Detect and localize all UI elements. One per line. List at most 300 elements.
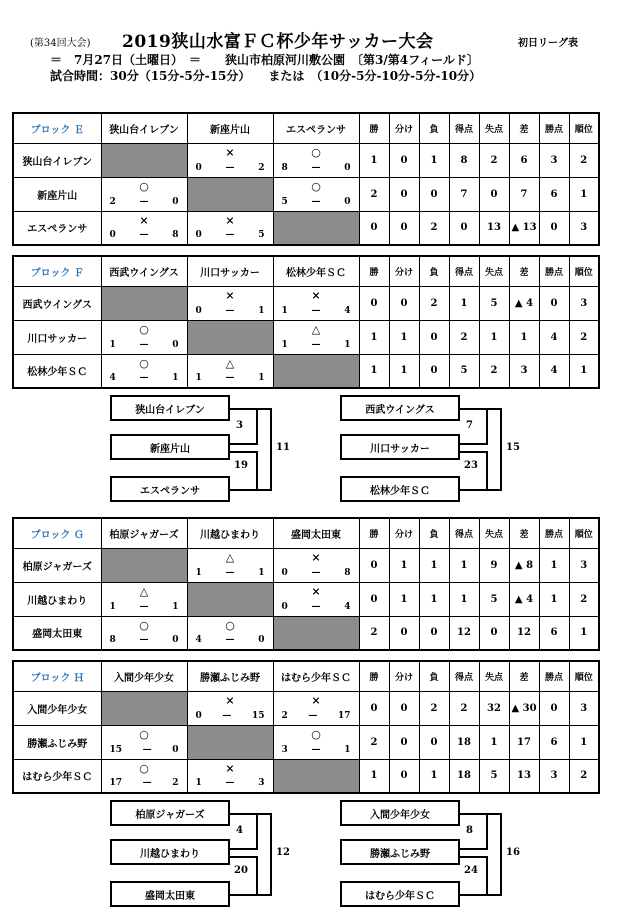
score-against: 0	[258, 635, 265, 645]
stat-header: 勝点	[539, 518, 569, 548]
stat-value: 6	[539, 616, 569, 650]
team-row	[13, 582, 599, 616]
stat-header: 差	[509, 518, 539, 548]
stat-value: 6	[539, 177, 569, 211]
result-mark: ×	[225, 761, 235, 775]
row-team-name: 盛岡太田東	[13, 616, 101, 650]
stat-value: 13	[509, 759, 539, 793]
row-team-name: 川口サッカー	[13, 320, 101, 354]
bracket-line	[460, 813, 486, 815]
edition-label: (第34回大会)	[30, 38, 91, 49]
score	[196, 230, 265, 240]
stat-value: 1	[359, 320, 389, 354]
score	[282, 711, 351, 721]
score-against: 1	[344, 339, 351, 350]
match-result-cell	[187, 616, 273, 650]
bracket-line	[256, 489, 270, 491]
result-mark: ×	[225, 145, 235, 159]
score-for: 1	[195, 373, 202, 383]
stat-value: 1	[419, 143, 449, 177]
score	[196, 373, 265, 383]
page-title: 2019狭山水富ＦＣ杯少年サッカー大会	[122, 32, 434, 52]
stat-header: 順位	[569, 113, 599, 143]
result-mark: ○	[139, 761, 149, 775]
result-mark: ○	[311, 727, 321, 741]
stat-header: 得点	[449, 661, 479, 691]
bracket-line	[256, 813, 258, 850]
stat-value: 3	[509, 354, 539, 388]
match-result-cell	[101, 759, 187, 793]
score-dash: —	[225, 373, 235, 383]
column-team-name: 松林少年ＳＣ	[273, 256, 359, 286]
bracket-line	[486, 856, 488, 896]
stat-value: 1	[569, 725, 599, 759]
bracket-line	[486, 489, 500, 491]
stat-value: 1	[359, 759, 389, 793]
column-team-name: 柏原ジャガーズ	[101, 518, 187, 548]
stat-value: 0	[539, 691, 569, 725]
stat-value: 2	[419, 691, 449, 725]
stat-header: 失点	[479, 518, 509, 548]
stat-value: 0	[539, 211, 569, 245]
stat-value: ▲ 13	[509, 211, 539, 245]
bracket-team-box: 柏原ジャガーズ	[110, 800, 230, 826]
stat-value: 5	[479, 286, 509, 320]
stat-value: 0	[419, 177, 449, 211]
block-label: ブロック Ｈ	[13, 661, 101, 691]
bracket-team-box: エスペランサ	[110, 476, 230, 502]
stat-value: 1	[569, 616, 599, 650]
page-subtitle: 初日リーグ表	[518, 38, 578, 49]
stat-value: 0	[479, 177, 509, 211]
stat-value: 5	[449, 354, 479, 388]
score-against: 1	[344, 744, 351, 755]
stat-header: 差	[509, 661, 539, 691]
stat-value: 1	[419, 759, 449, 793]
stat-value: 0	[359, 582, 389, 616]
column-team-name: 狭山台イレブン	[101, 113, 187, 143]
match-number: 23	[464, 460, 478, 471]
row-team-name: 狭山台イレブン	[13, 143, 101, 177]
stat-value: 1	[449, 286, 479, 320]
column-team-name: 盛岡太田東	[273, 518, 359, 548]
score-against: 0	[172, 635, 179, 645]
stat-header: 差	[509, 256, 539, 286]
stat-value: 1	[539, 582, 569, 616]
stat-value: 3	[569, 211, 599, 245]
self-match-cell	[101, 548, 187, 582]
team-row	[13, 725, 599, 759]
stat-value: 2	[569, 759, 599, 793]
stat-value: 9	[479, 548, 509, 582]
stat-value: 1	[389, 582, 419, 616]
date-venue-line: ＝ 7月27日（土曜日） ＝ 狭山市柏原河川敷公園 〔第3/第4フィールド〕	[50, 53, 479, 67]
score-for: 1	[109, 601, 116, 612]
bracket-team-box: 狭山台イレブン	[110, 395, 230, 421]
block-label: ブロック Ｅ	[13, 113, 101, 143]
score-against: 3	[258, 778, 265, 788]
bracket-line	[500, 408, 502, 491]
bracket-line	[230, 443, 256, 445]
stat-value: 6	[539, 725, 569, 759]
stat-value: 13	[479, 211, 509, 245]
score-against: 8	[172, 230, 179, 240]
bracket-line	[256, 813, 270, 815]
result-mark: ×	[311, 550, 321, 564]
score-against: 17	[337, 710, 351, 721]
self-match-cell	[101, 143, 187, 177]
match-result-cell	[273, 582, 359, 616]
score-for: 3	[281, 744, 288, 755]
team-row	[13, 691, 599, 725]
score-dash: —	[139, 196, 149, 207]
bracket-line	[256, 408, 270, 410]
score	[196, 635, 265, 645]
stat-value: 1	[569, 354, 599, 388]
stat-value: 1	[479, 725, 509, 759]
result-mark: ×	[311, 693, 321, 707]
bracket-line	[460, 443, 486, 445]
block-label: ブロック Ｇ	[13, 518, 101, 548]
stat-value: 0	[359, 548, 389, 582]
stat-value: 12	[449, 616, 479, 650]
stat-value: 18	[449, 725, 479, 759]
match-result-cell	[187, 211, 273, 245]
team-row	[13, 177, 599, 211]
score	[282, 745, 351, 755]
score-for: 8	[281, 162, 288, 173]
score-against: 1	[258, 305, 265, 316]
stat-value: 1	[419, 582, 449, 616]
bracket-team-box: はむら少年ＳＣ	[340, 881, 460, 907]
stat-header: 負	[419, 661, 449, 691]
score-dash: —	[225, 230, 235, 240]
score-for: 1	[281, 339, 288, 350]
match-result-cell	[101, 582, 187, 616]
score-for: 15	[109, 744, 123, 755]
score-for: 8	[109, 635, 116, 645]
score-dash: —	[311, 339, 321, 350]
score-dash: —	[222, 710, 232, 721]
stat-value: 0	[479, 616, 509, 650]
result-mark: ○	[311, 179, 321, 193]
bracket-line	[460, 894, 486, 896]
result-mark: ×	[225, 288, 235, 302]
stat-value: ▲ 8	[509, 548, 539, 582]
bracket-line	[230, 489, 256, 491]
score-for: 0	[195, 710, 202, 721]
bracket-line	[230, 408, 256, 410]
bracket-line	[500, 813, 502, 896]
match-result-cell	[101, 320, 187, 354]
score	[282, 568, 351, 578]
score-dash: —	[139, 635, 149, 645]
bracket-line	[486, 408, 488, 445]
score	[282, 163, 351, 173]
score	[110, 373, 179, 383]
stat-header: 失点	[479, 256, 509, 286]
match-result-cell	[187, 143, 273, 177]
stat-value: 2	[449, 691, 479, 725]
bracket-line	[486, 813, 500, 815]
stat-value: 1	[389, 548, 419, 582]
row-team-name: 川越ひまわり	[13, 582, 101, 616]
score-dash: —	[139, 373, 149, 383]
bracket-line	[486, 408, 500, 410]
score-for: 0	[281, 567, 288, 578]
match-result-cell	[273, 320, 359, 354]
team-row	[13, 354, 599, 388]
score-for: 5	[281, 196, 288, 207]
stat-value: 0	[419, 616, 449, 650]
self-match-cell	[187, 582, 273, 616]
stat-value: 12	[509, 616, 539, 650]
score-against: 2	[258, 162, 265, 173]
stat-value: 0	[419, 354, 449, 388]
stat-value: 2	[419, 211, 449, 245]
stat-value: 0	[449, 211, 479, 245]
score-for: 1	[281, 305, 288, 316]
score-against: 1	[258, 567, 265, 578]
stat-value: 1	[449, 582, 479, 616]
bracket-team-box: 入間少年少女	[340, 800, 460, 826]
score-against: 0	[172, 744, 179, 755]
row-team-name: エスペランサ	[13, 211, 101, 245]
stat-header: 勝	[359, 661, 389, 691]
score-against: 1	[172, 373, 179, 383]
team-row	[13, 759, 599, 793]
match-result-cell	[187, 354, 273, 388]
stat-header: 勝	[359, 113, 389, 143]
self-match-cell	[101, 691, 187, 725]
result-mark: ○	[139, 618, 149, 632]
stat-value: 0	[389, 725, 419, 759]
bracket-line	[460, 489, 486, 491]
result-mark: ○	[139, 727, 149, 741]
bracket-line	[256, 894, 270, 896]
row-team-name: 入間少年少女	[13, 691, 101, 725]
stat-value: 1	[419, 548, 449, 582]
score	[196, 568, 265, 578]
row-team-name: 新座片山	[13, 177, 101, 211]
bracket-line	[486, 894, 500, 896]
result-mark: ○	[139, 322, 149, 336]
score-dash: —	[142, 744, 152, 755]
match-number: 16	[506, 846, 520, 858]
stat-value: 0	[359, 691, 389, 725]
bracket-line	[460, 856, 486, 858]
league-table	[12, 660, 600, 794]
stat-value: 7	[509, 177, 539, 211]
score-against: 0	[344, 162, 351, 173]
bracket-team-box: 盛岡太田東	[110, 881, 230, 907]
stat-value: 0	[359, 286, 389, 320]
stat-header: 勝	[359, 518, 389, 548]
stat-header: 負	[419, 113, 449, 143]
league-table	[12, 517, 600, 651]
result-mark: ○	[311, 145, 321, 159]
bracket-line	[256, 451, 258, 491]
stat-header: 負	[419, 518, 449, 548]
match-number: 11	[276, 441, 290, 453]
stat-value: 1	[509, 320, 539, 354]
row-team-name: 西武ウイングス	[13, 286, 101, 320]
stat-header: 勝点	[539, 113, 569, 143]
bracket-line	[270, 813, 272, 896]
result-mark: △	[225, 356, 235, 370]
score	[196, 306, 265, 316]
result-mark: ○	[225, 618, 235, 632]
result-mark: △	[225, 550, 235, 564]
score	[110, 778, 179, 788]
stat-header: 分け	[389, 518, 419, 548]
score-dash: —	[139, 339, 149, 350]
bracket-line	[256, 408, 258, 445]
self-match-cell	[273, 354, 359, 388]
row-team-name: 松林少年ＳＣ	[13, 354, 101, 388]
bracket-line	[460, 408, 486, 410]
score-against: 4	[344, 305, 351, 316]
score	[196, 778, 265, 788]
score-dash: —	[225, 778, 235, 788]
score-for: 0	[195, 162, 202, 173]
column-team-name: エスペランサ	[273, 113, 359, 143]
team-row	[13, 320, 599, 354]
stat-value: 0	[389, 286, 419, 320]
result-mark: △	[139, 584, 149, 598]
stat-value: 6	[509, 143, 539, 177]
self-match-cell	[187, 725, 273, 759]
score-dash: —	[311, 305, 321, 316]
bracket-team-box: 川越ひまわり	[110, 839, 230, 865]
score-against: 0	[172, 196, 179, 207]
score-for: 4	[109, 373, 116, 383]
score	[110, 230, 179, 240]
stat-value: 3	[569, 691, 599, 725]
score-against: 4	[344, 601, 351, 612]
score-dash: —	[311, 567, 321, 578]
match-result-cell	[273, 548, 359, 582]
score-dash: —	[142, 778, 152, 788]
bracket-line	[486, 451, 488, 491]
stat-value: ▲ 4	[509, 286, 539, 320]
score	[282, 306, 351, 316]
stat-value: 3	[539, 759, 569, 793]
score-for: 0	[281, 601, 288, 612]
league-table	[12, 112, 600, 246]
score-against: 5	[258, 230, 265, 240]
stat-value: 7	[449, 177, 479, 211]
score-against: 15	[251, 710, 265, 721]
stat-header: 勝点	[539, 256, 569, 286]
stat-header: 勝	[359, 256, 389, 286]
stat-value: 5	[479, 582, 509, 616]
stat-value: 1	[359, 143, 389, 177]
result-mark: ×	[311, 288, 321, 302]
score-for: 0	[109, 230, 116, 240]
match-result-cell	[273, 177, 359, 211]
result-mark: ×	[139, 213, 149, 227]
match-result-cell	[273, 691, 359, 725]
stat-value: 1	[359, 354, 389, 388]
team-row	[13, 548, 599, 582]
score-dash: —	[225, 305, 235, 316]
score-for: 2	[109, 196, 116, 207]
stat-value: 0	[389, 143, 419, 177]
stat-value: 0	[389, 211, 419, 245]
result-mark: ×	[311, 584, 321, 598]
team-row	[13, 616, 599, 650]
match-number: 8	[466, 824, 473, 836]
score-dash: —	[139, 601, 149, 612]
row-team-name: はむら少年ＳＣ	[13, 759, 101, 793]
stat-value: ▲ 30	[509, 691, 539, 725]
stat-value: 0	[389, 616, 419, 650]
score-against: 0	[172, 339, 179, 350]
match-result-cell	[187, 548, 273, 582]
score	[110, 197, 179, 207]
score	[282, 340, 351, 350]
stat-value: 0	[389, 177, 419, 211]
stat-value: 0	[539, 286, 569, 320]
stat-value: ▲ 4	[509, 582, 539, 616]
score-dash: —	[311, 162, 321, 173]
score-for: 17	[109, 778, 123, 788]
stat-value: 3	[569, 548, 599, 582]
match-number: 4	[236, 824, 243, 836]
stat-value: 0	[419, 320, 449, 354]
bracket-team-box: 川口サッカー	[340, 434, 460, 460]
score-for: 4	[195, 635, 202, 645]
result-mark: ×	[225, 693, 235, 707]
match-number: 24	[464, 865, 478, 876]
stat-value: 0	[359, 211, 389, 245]
team-row	[13, 211, 599, 245]
self-match-cell	[273, 616, 359, 650]
stat-value: 1	[539, 548, 569, 582]
match-number: 19	[234, 460, 248, 471]
score-against: 1	[258, 373, 265, 383]
stat-value: 2	[359, 725, 389, 759]
match-number: 7	[466, 419, 473, 431]
stat-value: 2	[569, 143, 599, 177]
row-team-name: 勝瀬ふじみ野	[13, 725, 101, 759]
stat-value: 0	[389, 759, 419, 793]
stat-value: 2	[359, 616, 389, 650]
stat-header: 得点	[449, 518, 479, 548]
score-for: 2	[281, 710, 288, 721]
stat-header: 分け	[389, 256, 419, 286]
stat-value: 1	[389, 354, 419, 388]
match-result-cell	[101, 177, 187, 211]
stat-value: 2	[479, 143, 509, 177]
self-match-cell	[273, 759, 359, 793]
match-number: 20	[234, 865, 248, 876]
score	[110, 602, 179, 612]
score-against: 1	[172, 601, 179, 612]
stat-header: 順位	[569, 518, 599, 548]
stat-value: 1	[569, 177, 599, 211]
result-mark: ○	[139, 356, 149, 370]
bracket-line	[270, 408, 272, 491]
column-team-name: 新座片山	[187, 113, 273, 143]
match-result-cell	[101, 616, 187, 650]
stat-value: 4	[539, 320, 569, 354]
match-result-cell	[101, 725, 187, 759]
score-dash: —	[139, 230, 149, 240]
bracket-line	[230, 894, 256, 896]
stat-value: 32	[479, 691, 509, 725]
